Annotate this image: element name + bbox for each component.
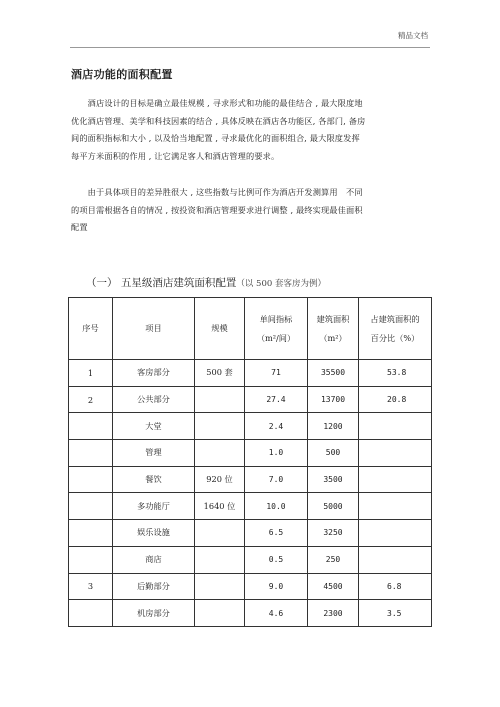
header-line: 占建筑面积的 <box>370 313 420 324</box>
cell-unit: 10.0 <box>245 493 308 520</box>
header-line: 百分比（%） <box>370 332 420 343</box>
cell-pct <box>359 466 432 493</box>
header-cell-unit <box>245 298 308 360</box>
page-header-label: 精品文档 <box>398 31 428 40</box>
cell-area: 250 <box>308 546 359 573</box>
cell-pct: 53.8 <box>359 360 432 387</box>
table-row <box>69 546 432 573</box>
paragraph-line: 每平方米面积的作用 , 让它满足客人和酒店管理的要求。 <box>71 150 280 161</box>
paragraph-line: 由于具体项目的差异胜很大 , 这些指数与比例可作为酒店开发测算用 不同 <box>71 187 363 197</box>
cell-pct <box>359 546 432 573</box>
cell-item: 管理 <box>113 440 195 467</box>
cell-scale <box>195 546 245 573</box>
cell-item: 大堂 <box>113 413 195 440</box>
cell-scale <box>195 386 245 413</box>
paragraph-line: 酒店设计的目标是确立最佳规模 , 寻求形式和功能的最佳结合 , 最大限度地 <box>71 98 363 108</box>
cell-scale <box>195 440 245 467</box>
cell-area: 3250 <box>308 520 359 547</box>
table-row <box>69 386 432 413</box>
table-row <box>69 440 432 467</box>
cell-item: 客房部分 <box>113 360 195 387</box>
cell-unit: 27.4 <box>245 386 308 413</box>
cell-scale <box>195 600 245 627</box>
table-row <box>69 520 432 547</box>
document-title: 酒店功能的面积配置 <box>71 68 173 81</box>
cell-no <box>69 413 113 440</box>
table-row <box>69 360 432 387</box>
cell-no <box>69 546 113 573</box>
cell-unit: 7.0 <box>245 466 308 493</box>
cell-area: 2300 <box>308 600 359 627</box>
cell-area: 500 <box>308 440 359 467</box>
cell-pct <box>359 440 432 467</box>
cell-no: 1 <box>69 360 113 387</box>
header-line: 单间指标 <box>259 313 293 324</box>
cell-item: 公共部分 <box>113 386 195 413</box>
cell-scale <box>195 413 245 440</box>
cell-item: 后勤部分 <box>113 573 195 600</box>
intro-paragraph <box>71 95 431 165</box>
section-title-text: （一） 五星级酒店建筑面积配置 <box>86 277 237 289</box>
cell-item: 商店 <box>113 546 195 573</box>
header-divider <box>70 47 430 48</box>
area-config-table <box>68 297 432 627</box>
cell-pct <box>359 520 432 547</box>
header-line: （m²） <box>319 332 347 343</box>
cell-unit: 6.5 <box>245 520 308 547</box>
cell-unit: 9.0 <box>245 573 308 600</box>
cell-unit: 0.5 <box>245 546 308 573</box>
table-row <box>69 600 432 627</box>
cell-unit: 2.4 <box>245 413 308 440</box>
paragraph-line: 配置 <box>71 222 88 232</box>
section-title <box>86 275 326 290</box>
header-line: （m²/间） <box>256 332 296 343</box>
cell-pct <box>359 493 432 520</box>
paragraph-line: 的项目需根据各自的情况 , 按投资和酒店管理要求进行调整 , 最终实现最佳面积 <box>71 204 363 215</box>
cell-scale: 500 套 <box>195 360 245 387</box>
cell-item: 餐饮 <box>113 466 195 493</box>
cell-no <box>69 493 113 520</box>
cell-area: 35500 <box>308 360 359 387</box>
header-cell-scale: 规模 <box>195 298 245 360</box>
header-cell-area <box>308 298 359 360</box>
header-line: 建筑面积 <box>316 313 350 324</box>
cell-no: 2 <box>69 386 113 413</box>
cell-scale: 1640 位 <box>195 493 245 520</box>
cell-item: 机房部分 <box>113 600 195 627</box>
table-row <box>69 573 432 600</box>
header-cell-pct <box>359 298 432 360</box>
table-row <box>69 493 432 520</box>
cell-unit: 71 <box>245 360 308 387</box>
cell-pct: 20.8 <box>359 386 432 413</box>
cell-unit: 4.6 <box>245 600 308 627</box>
cell-no: 3 <box>69 573 113 600</box>
table-row <box>69 413 432 440</box>
cell-scale <box>195 573 245 600</box>
cell-no <box>69 600 113 627</box>
paragraph-line: 间的面积指标和大小 , 以及恰当地配置 , 寻求最优化的面积组合, 最大限度发挥 <box>71 133 360 143</box>
cell-area: 1200 <box>308 413 359 440</box>
cell-area: 4500 <box>308 573 359 600</box>
table-row <box>69 466 432 493</box>
cell-pct <box>359 413 432 440</box>
cell-pct: 3.5 <box>359 600 432 627</box>
cell-item: 多功能厅 <box>113 493 195 520</box>
cell-no <box>69 466 113 493</box>
cell-scale <box>195 520 245 547</box>
cell-item: 娱乐设施 <box>113 520 195 547</box>
cell-area: 13700 <box>308 386 359 413</box>
cell-scale: 920 位 <box>195 466 245 493</box>
header-cell-no: 序号 <box>69 298 113 360</box>
cell-unit: 1.0 <box>245 440 308 467</box>
table-header-row <box>69 298 432 360</box>
paragraph-line: 优化酒店管理、美学和科技因素的结合 , 具体反映在酒店各功能区, 各部门, 备房 <box>71 115 366 126</box>
cell-no <box>69 440 113 467</box>
header-cell-item: 项目 <box>113 298 195 360</box>
cell-area: 5000 <box>308 493 359 520</box>
second-paragraph <box>71 184 431 237</box>
cell-pct: 6.8 <box>359 573 432 600</box>
section-title-note: （以 500 套客房为例） <box>236 279 326 289</box>
cell-area: 3500 <box>308 466 359 493</box>
cell-no <box>69 520 113 547</box>
